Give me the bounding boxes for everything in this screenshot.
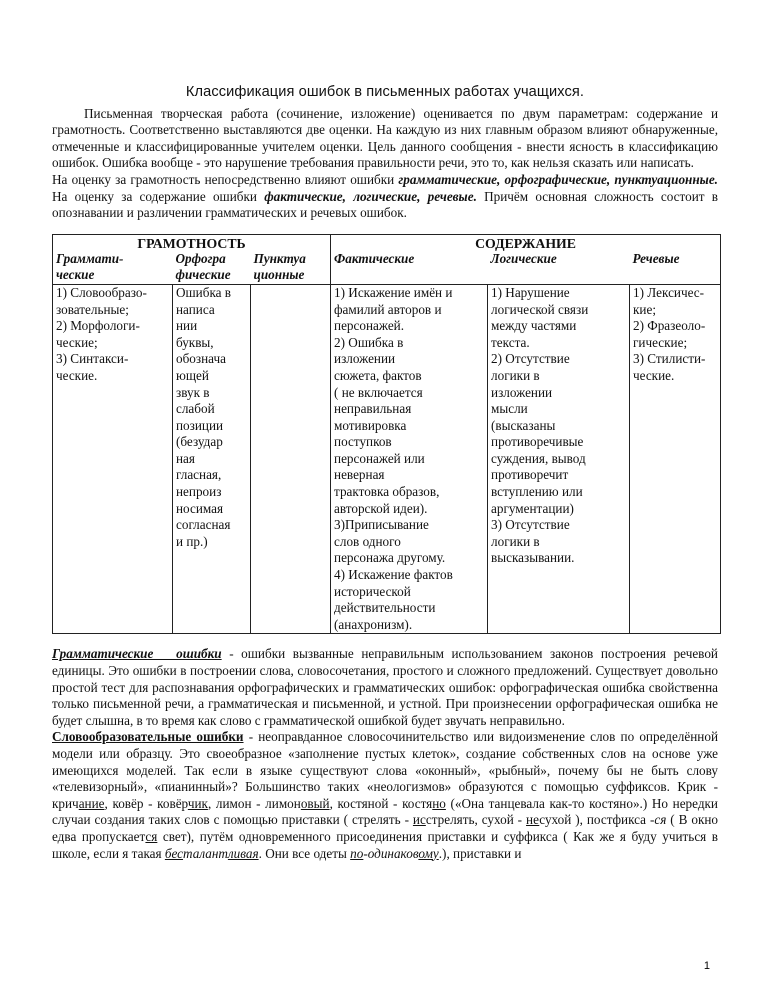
error-classification-table xyxy=(52,234,721,635)
example-suffix: ливая xyxy=(227,845,259,861)
derivation-text: .), приставки и xyxy=(438,845,522,861)
cell-punctuation xyxy=(251,284,331,633)
intro-paragraph: Письменная творческая работа (сочинение, изложение) оценивается по двум параметрам: содержание и грамотность. Соответственно выставляются две оценки. На каждую из них главным образом влияют обнаруженные, отмеченные и классифицированные учителем оценки. Цель данного сообщения - внести ясность в классификацию ошибок. Ошибка вообще - это нарушение требования правильности речи, это то, как нельзя сказать или написать. xyxy=(52,105,718,171)
grammar-errors-section xyxy=(52,646,718,729)
derivation-errors-term: Словообразовательные ошибки xyxy=(52,729,244,745)
example-suffix: ому xyxy=(418,845,439,861)
derivation-text: , костяной - костя xyxy=(329,795,433,811)
prefix-underline: не xyxy=(526,812,540,828)
cell-grammar: 1) Словообразо- зовательные; 2) Морфологи- ческие; 3) Синтакси- ческие. xyxy=(53,284,173,633)
cell-spelling: Ошибка в написа нии буквы, обознача ющей звук в слабой позиции (безудар ная гласная, непроиз носимая согласная и пр.) xyxy=(173,284,251,633)
suffix-underline: но xyxy=(432,795,446,811)
example-word-italic xyxy=(165,846,259,861)
example-word-italic xyxy=(350,846,439,861)
example-prefix: бес xyxy=(164,845,184,861)
prefix-underline: ис xyxy=(412,812,426,828)
grammar-errors-text: - ошибки вызванные неправильным использованием законов построения речевой единицы. Это ошибки в построении слова, словосочетания, простого и сложного предложений. Существует довольно простой тест для распознавания орфографических и грамматических ошибок: орфографическая ошибка свойственна только письменной речи, а грамматическая и письменной, и устной. При произнесении орфографическая ошибка не будет слышна, в то время как слово с грамматической ошибкой будет звучать неправильно. xyxy=(52,646,718,728)
header-spelling: Орфогра фические xyxy=(173,251,251,285)
criteria-text-c: На оценку за содержание ошибки xyxy=(52,188,265,204)
page-number: 1 xyxy=(703,960,710,972)
derivation-text: - неоправданное словосочинительство или видоизменение слов по определённой модели или образцу. Это своеобразное «заполнение пустых клеток», создание собственных слов на основе уже имеющихся моделей. Так если в языке существуют слова «оконный», «рыбный», почему бы не быть слову «телевизорный», «пианинный»? Большинство таких «неологизмов» образуются с помощью суффиксов. Крик - крич xyxy=(52,729,719,811)
derivation-text: свет), путём одновременного присоединения приставки и суффикса ( Как же я буду учиться в школе, если я такая xyxy=(52,828,718,861)
derivation-text: , ковёр - ковёр xyxy=(104,795,188,811)
suffix-underline: овый xyxy=(300,795,330,811)
derivation-text: сухой ), постфикса xyxy=(539,812,650,828)
criteria-paragraph xyxy=(52,172,718,222)
header-punctuation: Пунктуа ционные xyxy=(251,251,331,285)
derivation-text: стрелять, сухой - xyxy=(425,812,527,828)
cell-speech: 1) Лексичес- кие; 2) Фразеоло- гические; 3) Стилисти- ческие. xyxy=(630,284,721,633)
postfix-italic: -ся xyxy=(649,812,667,828)
derivation-text: («Она танцевала как-то костяно».) Но нередки случаи создания таких слов с помощью приставки ( стрелять - xyxy=(52,795,718,828)
suffix-underline: ание xyxy=(78,795,105,811)
cell-factual: 1) Искажение имён и фамилий авторов и персонажей. 2) Ошибка в изложении сюжета, фактов ( не включается неправильная мотивировка поступков персонажей или неверная трактовка образов, авторской идеи). 3)Приписывание слов одного персонажа другому. 4) Искажение фактов исторической действительности (анахронизм). xyxy=(331,284,488,633)
grammar-errors-term: Грамматические ошибки xyxy=(52,646,222,662)
example-root: -одинаков xyxy=(363,845,419,861)
group-literacy-header: ГРАМОТНОСТЬ xyxy=(53,234,331,251)
criteria-text-e: Причём основная сложность состоит в опознавании и различении грамматических и речевых ошибок. xyxy=(52,188,719,221)
header-grammar: Граммати- ческие xyxy=(53,251,173,285)
derivation-text: . Они все одеты xyxy=(258,845,351,861)
content-errors-list: фактические, логические, речевые. xyxy=(264,188,477,204)
page-title: Классификация ошибок в письменных работах учащихся. xyxy=(185,84,585,100)
header-logical: Логические xyxy=(488,251,630,285)
example-root: талант xyxy=(183,845,228,861)
suffix-underline: чик xyxy=(187,795,208,811)
derivation-text: ( В окно едва пропускает xyxy=(52,812,719,844)
cell-logical: 1) Нарушение логической связи между частями текста. 2) Отсутствие логики в изложении мысли (высказаны противоречивые суждения, вывод противоречит вступлению или аргументации) 3) Отсутствие логики в высказывании. xyxy=(488,284,630,633)
example-prefix: по xyxy=(350,845,364,861)
header-factual: Фактические xyxy=(331,251,488,285)
postfix-underline: ся xyxy=(145,828,158,844)
header-speech: Речевые xyxy=(630,251,721,285)
criteria-text-a: На оценку за грамотность непосредственно влияют ошибки xyxy=(52,171,399,187)
group-content-header: СОДЕРЖАНИЕ xyxy=(331,234,721,251)
document-page xyxy=(52,80,718,862)
derivation-errors-section xyxy=(52,729,718,862)
literacy-errors-list: грамматические, орфографические, пунктуационные. xyxy=(398,171,718,187)
derivation-text: , лимон - лимон xyxy=(207,795,301,811)
